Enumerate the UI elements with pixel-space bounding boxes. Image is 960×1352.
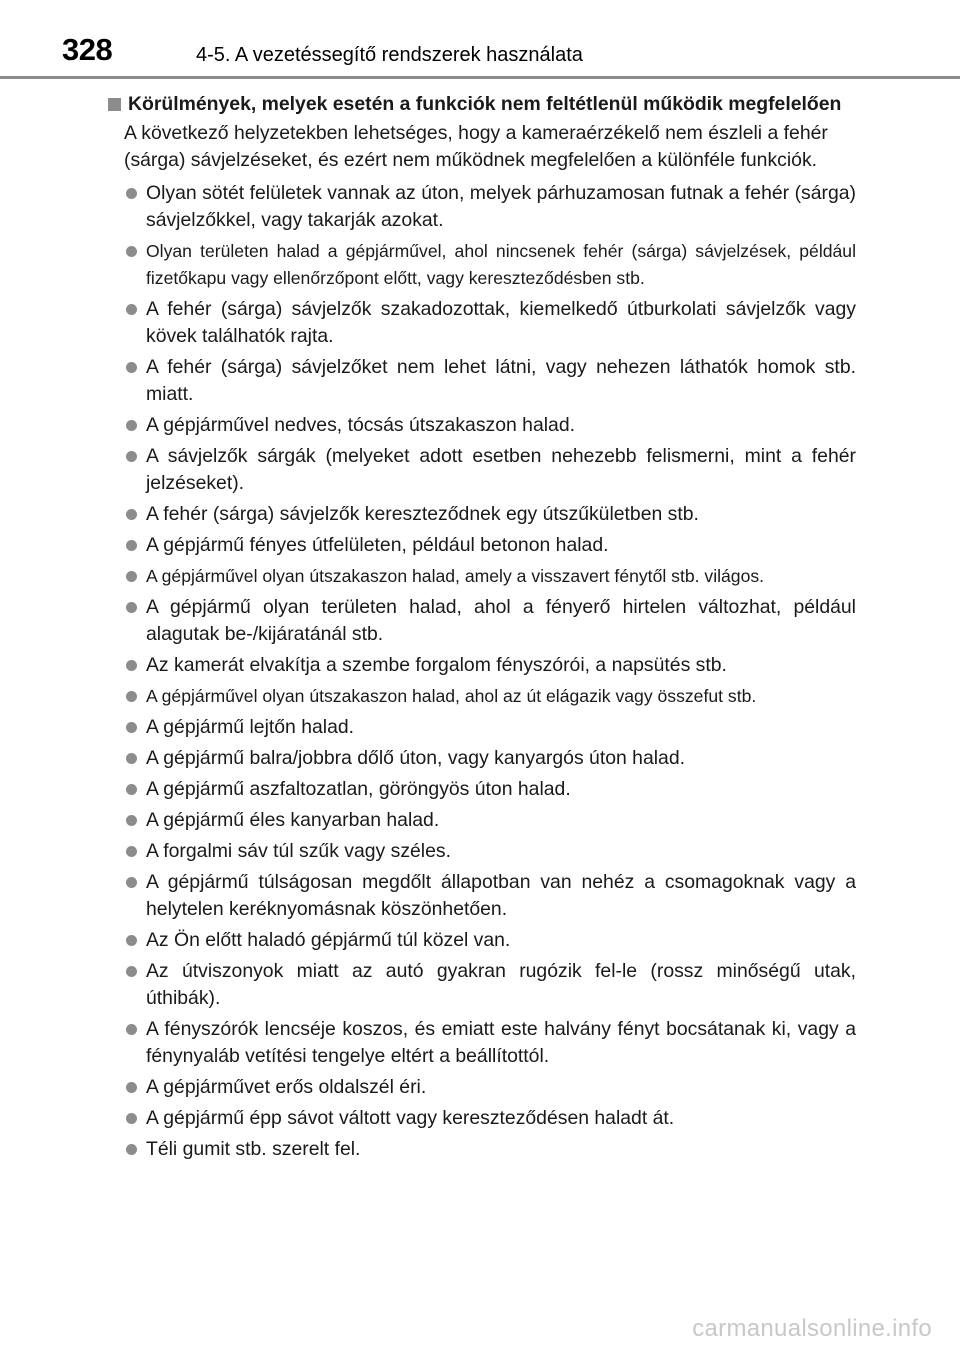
circle-bullet-icon (126, 691, 137, 702)
list-item-text: A fényszórók lencséje koszos, és emiatt este halvány fényt bocsátanak ki, vagy a fénynyaláb vetítési tengelye eltért a beállítottól. (146, 1018, 856, 1067)
list-item (106, 927, 856, 954)
circle-bullet-icon (126, 722, 137, 733)
circle-bullet-icon (126, 815, 137, 826)
list-item (106, 412, 856, 439)
circle-bullet-icon (126, 304, 137, 315)
list-item-text: A gépjárművel nedves, tócsás útszakaszon halad. (146, 414, 575, 436)
list-item (106, 180, 856, 234)
list-item-text: A gépjármű olyan területen halad, ahol a fényerő hirtelen változhat, például alagutak be-/kijáratánál stb. (146, 596, 856, 645)
list-item-text: Olyan területen halad a gépjárművel, ahol nincsenek fehér (sárga) sávjelzések, például fizetőkapu vagy ellenőrzőpont előtt, vagy kereszteződésben stb. (146, 241, 856, 288)
list-item-text: A gépjármű aszfaltozatlan, göröngyös úton halad. (146, 778, 571, 800)
list-item (106, 532, 856, 559)
list-item-text: A gépjárművet erős oldalszél éri. (146, 1076, 427, 1098)
circle-bullet-icon (126, 540, 137, 551)
page-header (0, 0, 960, 80)
circle-bullet-icon (126, 1113, 137, 1124)
page-number: 328 (62, 32, 113, 67)
header-divider (0, 76, 960, 79)
circle-bullet-icon (126, 935, 137, 946)
circle-bullet-icon (126, 509, 137, 520)
list-item-text: Téli gumit stb. szerelt fel. (146, 1138, 361, 1160)
list-item (106, 1105, 856, 1132)
list-item-text: A gépjármű balra/jobbra dőlő úton, vagy kanyargós úton halad. (146, 747, 685, 769)
circle-bullet-icon (126, 451, 137, 462)
circle-bullet-icon (126, 1082, 137, 1093)
list-item-text: Az útviszonyok miatt az autó gyakran rugózik fel-le (rossz minőségű utak, úthibák). (146, 960, 856, 1009)
intro-paragraph: A következő helyzetekben lehetséges, hogy a kameraérzékelő nem észleli a fehér (sárga) sávjelzéseket, és ezért nem működnek megfelelően a különféle funkciók. (124, 122, 828, 171)
list-item (106, 958, 856, 1012)
list-item (106, 563, 856, 590)
list-item-text: Az Ön előtt haladó gépjármű túl közel van. (146, 929, 511, 951)
list-item-text: A gépjárművel olyan útszakaszon halad, ahol az út elágazik vagy összefut stb. (146, 686, 757, 706)
list-item (106, 652, 856, 679)
list-item-text: A gépjárművel olyan útszakaszon halad, amely a visszavert fénytől stb. világos. (146, 566, 765, 586)
list-item-text: A gépjármű fényes útfelületen, például betonon halad. (146, 534, 609, 556)
list-item-text: A fehér (sárga) sávjelzők kereszteződnek egy útszűkületben stb. (146, 503, 699, 525)
circle-bullet-icon (126, 246, 137, 257)
circle-bullet-icon (126, 420, 137, 431)
list-item (106, 776, 856, 803)
list-item-text: A sávjelzők sárgák (melyeket adott esetben nehezebb felismerni, mint a fehér jelzéseket). (146, 445, 856, 494)
circle-bullet-icon (126, 660, 137, 671)
list-item-text: A forgalmi sáv túl szűk vagy széles. (146, 840, 451, 862)
circle-bullet-icon (126, 966, 137, 977)
list-item-text: A gépjármű épp sávot váltott vagy kereszteződésen haladt át. (146, 1107, 675, 1129)
circle-bullet-icon (126, 362, 137, 373)
circle-bullet-icon (126, 877, 137, 888)
list-item-text: A fehér (sárga) sávjelzők szakadozottak, kiemelkedő útburkolati sávjelzők vagy kövek találhatók rajta. (146, 298, 856, 347)
list-item (106, 869, 856, 923)
list-item (106, 296, 856, 350)
circle-bullet-icon (126, 1144, 137, 1155)
list-item-text: A gépjármű túlságosan megdőlt állapotban van nehéz a csomagoknak vagy a helytelen keréknyomásnak köszönhetően. (146, 871, 856, 920)
list-item (106, 807, 856, 834)
circle-bullet-icon (126, 602, 137, 613)
square-bullet-icon (108, 98, 121, 111)
section-title: 4-5. A vezetéssegítő rendszerek használata (196, 44, 583, 66)
list-item-text: Olyan sötét felületek vannak az úton, melyek párhuzamosan futnak a fehér (sárga) sávjelzőkkel, vagy takarják azokat. (146, 182, 856, 231)
list-item (106, 1074, 856, 1101)
list-item-text: Az kamerát elvakítja a szembe forgalom fényszórói, a napsütés stb. (146, 654, 727, 676)
circle-bullet-icon (126, 571, 137, 582)
list-item (106, 1136, 856, 1163)
list-item (106, 838, 856, 865)
list-item (106, 354, 856, 408)
list-item-text: A gépjármű lejtőn halad. (146, 716, 355, 738)
section-heading-text: Körülmények, melyek esetén a funkciók nem feltétlenül működik megfelelően (128, 93, 842, 115)
circle-bullet-icon (126, 1024, 137, 1035)
circle-bullet-icon (126, 753, 137, 764)
list-item (106, 501, 856, 528)
list-item (106, 443, 856, 497)
main-content (106, 91, 856, 1163)
list-item (106, 683, 856, 710)
circle-bullet-icon (126, 784, 137, 795)
list-item (106, 745, 856, 772)
circle-bullet-icon (126, 188, 137, 199)
list-item-text: A fehér (sárga) sávjelzőket nem lehet látni, vagy nehezen láthatók homok stb. miatt. (146, 356, 856, 405)
list-item (106, 238, 856, 292)
watermark: carmanualsonline.info (692, 1315, 932, 1342)
list-item (106, 594, 856, 648)
section-heading (106, 91, 856, 118)
condition-list (106, 180, 856, 1163)
circle-bullet-icon (126, 846, 137, 857)
list-item (106, 1016, 856, 1070)
list-item (106, 714, 856, 741)
list-item-text: A gépjármű éles kanyarban halad. (146, 809, 440, 831)
